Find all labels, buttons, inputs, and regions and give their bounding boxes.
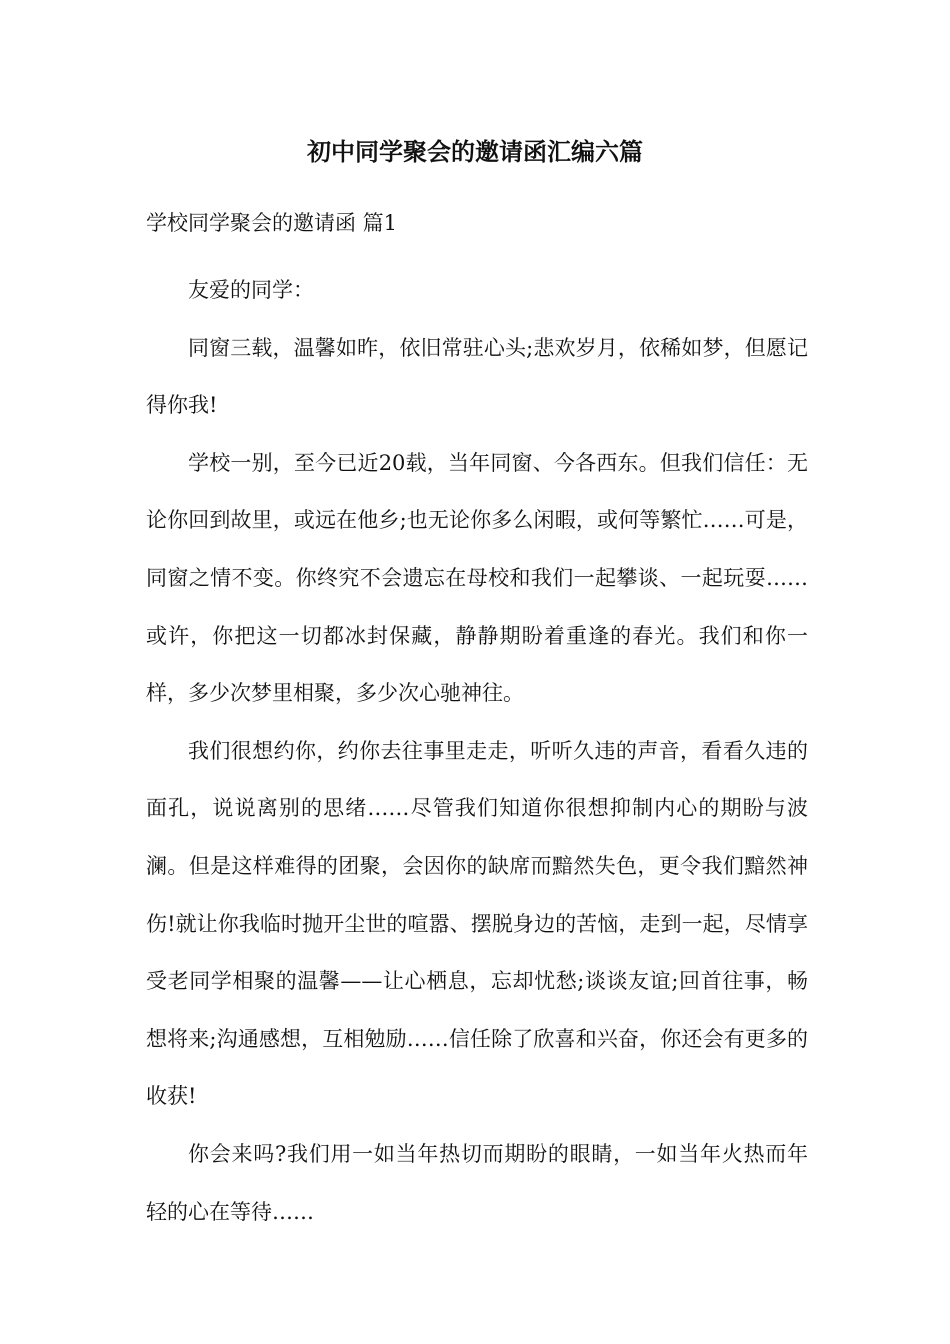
salutation: 友爱的同学： bbox=[188, 278, 314, 302]
paragraph: 我们很想约你，约你去往事里走走，听听久违的声音，看看久违的面孔，说说离别的思绪……尽管我们知道你很想抑制内心的期盼与波澜。但是这样难得的团聚，会因你的缺席而黯然失色，更令我们黯然神伤!就让你我临时抛开尘世的喧嚣、摆脱身边的苦恼，走到一起，尽情享受老同学相聚的温馨——让心栖息，忘却忧愁;谈谈友谊;回首往事，畅想将来;沟通感想，互相勉励……信任除了欣喜和兴奋，你还会有更多的收获! bbox=[146, 738, 808, 1109]
document-body bbox=[146, 262, 808, 1241]
section-heading: 学校同学聚会的邀请函 篇1 bbox=[146, 211, 398, 235]
document-title: 初中同学聚会的邀请函汇编六篇 bbox=[307, 137, 643, 166]
paragraph: 同窗三载，温馨如昨，依旧常驻心头;悲欢岁月，依稀如梦，但愿记得你我! bbox=[146, 335, 808, 418]
paragraph: 学校一别，至今已近20载，当年同窗、今各西东。但我们信任：无论你回到故里，或远在他乡;也无论你多么闲暇，或何等繁忙……可是，同窗之情不变。你终究不会遗忘在母校和我们一起攀谈、一起玩耍……或许，你把这一切都冰封保藏，静静期盼着重逢的春光。我们和你一样，多少次梦里相聚，多少次心驰神往。 bbox=[146, 450, 808, 706]
paragraph: 你会来吗?我们用一如当年热切而期盼的眼睛，一如当年火热而年轻的心在等待…… bbox=[146, 1141, 808, 1224]
